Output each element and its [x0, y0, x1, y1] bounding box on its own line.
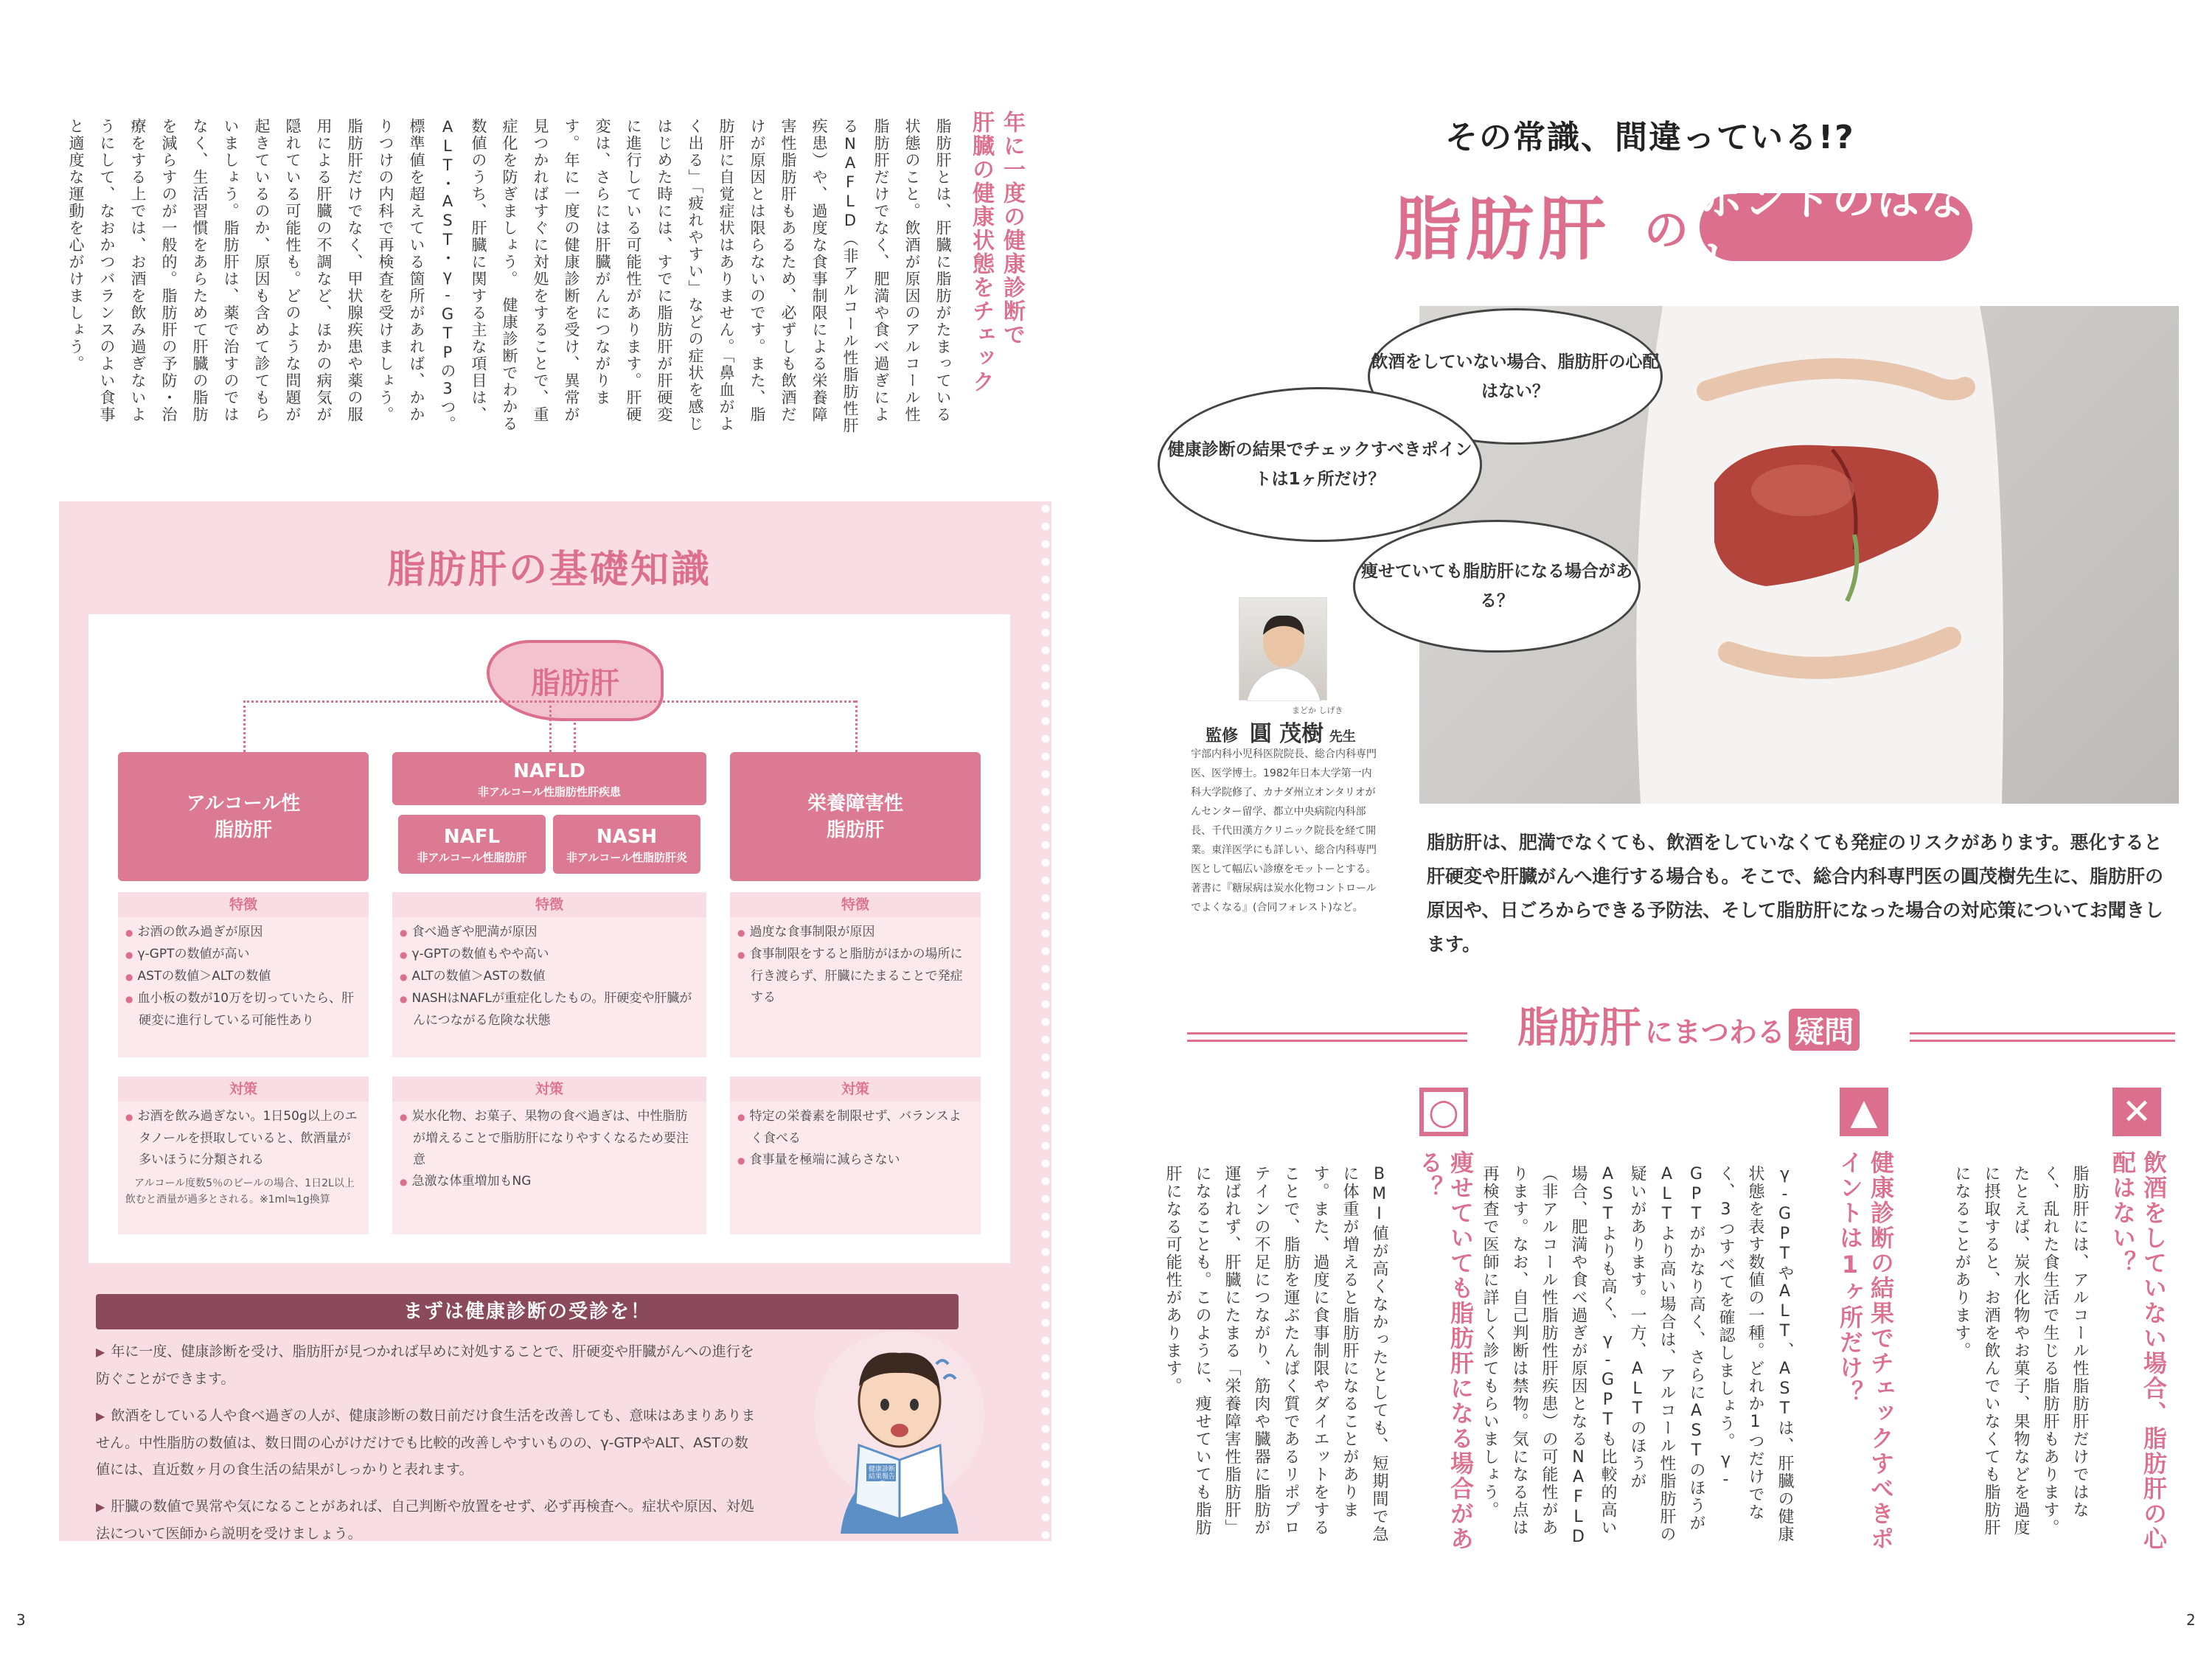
liver-root-node: [487, 640, 664, 721]
feature-label: 特徴: [392, 892, 706, 917]
divider-right: [1910, 1032, 2175, 1034]
speech-bubble-3: [1353, 520, 1641, 653]
knowledge-box-edge: [1040, 501, 1051, 1541]
feature-label: 特徴: [730, 892, 981, 917]
nash-subtitle: 非アルコール性脂肪肝炎: [566, 851, 688, 864]
doctor-photo: [1239, 597, 1327, 700]
questions-title-badge: 疑問: [1789, 1009, 1860, 1051]
supervisor-line: [1206, 715, 1356, 748]
list-item: ● 食事量を極端に減らさない: [737, 1150, 973, 1172]
list-item: 年に一度、健康診断を受け、脂肪肝が見つかれば早めに対処することで、肝硬変や肝臓がんへの進行を防ぐことができます。: [96, 1343, 754, 1387]
list-item: ● γ-GPTの数値が高い: [125, 944, 361, 966]
q3-body: BMI値が高くなかったとしても、短期間で急に体重が増えると脂肪肝になることがあります。また、過度に食事制限やダイエットをすることで、脂肪を運ぶたんぱく質であるリポプロテインの不足につながり、筋肉や臓器に脂肪が運ばれず、肝臓にたまる「栄養障害性脂肪肝」になることも。このように、痩せていても脂肪肝になる可能性があります。: [1164, 1165, 1388, 1543]
feature-label: 特徴: [118, 892, 369, 917]
booklet-label: 健康診断結果報告書: [868, 1466, 895, 1488]
cross-mark-icon: ✕: [2112, 1088, 2161, 1136]
supervisor-name: 圓 茂樹: [1249, 721, 1324, 747]
alcohol-measures: [118, 1077, 369, 1234]
page-number-right: 2: [2186, 1611, 2196, 1629]
nutrition-measures: [730, 1077, 981, 1234]
q2-body: γ-GPTやALT、ASTは、肝臓の健康状態を表す数値の一種。どれか1つだけでなく、3つすべてを確認しましょう。γ-GPTがかなり高く、さらにASTのほうがALTより高い場合は、アルコール性脂肪肝の疑いがあります。一方、ALTのほうがASTよりも高く、γ-GPTも比較的高い場合、肥満や食べ過ぎが原因となるNAFLD（非アルコール性脂肪性肝疾患）の可能性があります。なお、自己判断は禁物。気になる点は再検査で医師に詳しく診てもらいましょう。: [1481, 1165, 1794, 1548]
column-body: 脂肪肝とは、肝臓に脂肪がたまっている状態のこと。飲酒が原因のアルコール性脂肪肝だけでなく、肥満や食べ過ぎによるNAFLD（非アルコール性脂肪性肝疾患）や、過度な食事制限による栄養障害性脂肪肝もあるため、必ずしも飲酒だけが原因とは限らないのです。また、脂肪肝に自覚症状はありません。「鼻血がよく出る」「疲れやすい」などの症状を感じはじめた時には、すでに脂肪肝が肝硬変に進行している可能性があります。肝硬変は、さらには肝臓がんにつながります。年に一度の健康診断を受け、異常が見つかればすぐに対処をすることで、重症化を防ぎましょう。 健康診断でわかる数値のうち、肝臓に関する主な項目は、ALT・AST・γ-GTPの3つ。標準値を超えている箇所があれば、かかりつけの内科で再検査を受けましょう。脂肪肝だけでなく、甲状腺疾患や薬の服用による肝臓の不調など、ほかの病気が隠れている可能性も。どのような問題が起きているのか、原因も含めて診てもらいましょう。脂肪肝は、薬で治すのではなく、生活習慣をあらためて肝臓の脂肪を減らすのが一般的。脂肪肝の予防・治療をする上では、お酒を飲み過ぎないようにして、なおかつバランスのよい食事と適度な運動を心がけましょう。: [67, 118, 952, 434]
knowledge-title: 脂肪肝の基礎知識: [386, 548, 712, 592]
triangle-bullet-icon: ▶: [96, 1500, 105, 1514]
alcohol-title-1: アルコール性: [186, 792, 301, 815]
measure-label: 対策: [730, 1077, 981, 1102]
nafl-box: [398, 815, 546, 874]
nafld-measures: [392, 1077, 706, 1234]
divider-right-2: [1910, 1040, 2175, 1042]
list-item: ● 急激な体重増加もNG: [400, 1171, 699, 1193]
list-item: 肝臓の数値で異常や気になることがあれば、自己判断や放置をせず、必ず再検査へ。症状や原因、対処法について医師から説明を受けましょう。: [96, 1498, 754, 1542]
nafl-title: NAFL: [443, 826, 501, 848]
connector-left: [243, 700, 246, 752]
nutrition-title-1: 栄養障害性: [807, 792, 903, 815]
nafld-title: NAFLD: [513, 760, 585, 782]
circle-mark-icon: ○: [1419, 1088, 1468, 1136]
questions-title-mid: にまつわる: [1644, 1016, 1785, 1048]
list-item: ● ALTの数値＞ASTの数値: [400, 966, 699, 988]
triangle-bullet-icon: ▶: [96, 1409, 105, 1423]
connector-right: [855, 700, 858, 752]
questions-title-main: 脂肪肝: [1517, 1004, 1641, 1052]
column-heading-1: 年に一度の健康診断で: [999, 111, 1025, 347]
connector-center: [549, 700, 552, 752]
example-note: アルコール度数5％のビールの場合、1日2L以上飲むと酒量が過多とされる。※1ml≒1g換算: [125, 1178, 355, 1206]
divider-left-2: [1187, 1040, 1467, 1042]
list-item: 飲酒をしている人や食べ過ぎの人が、健康診断の数日前だけ食生活を改善しても、意味はあまりありません。中性脂肪の数値は、数日間の心がけだけでも比較的改善しやすいものの、γ-GTPやALT、ASTの数値には、直近数ヶ月の食生活の結果がしっかりと表れます。: [96, 1408, 756, 1478]
list-item: ● 過度な食事制限が原因: [737, 922, 973, 944]
liver-root-label: 脂肪肝: [531, 666, 619, 700]
list-item: ● 特定の栄養素を制限せず、バランスよく食べる: [737, 1106, 973, 1150]
supervisor-suffix: 先生: [1329, 729, 1356, 745]
lead-text: 脂肪肝は、肥満でなくても、飲酒をしていなくても発症のリスクがあります。悪化すると肝硬変や肝臓がんへ進行する場合も。そこで、総合内科専門医の圓茂樹先生に、脂肪肝の原因や、日ごろからできる予防法、そして脂肪肝になった場合の対応策についてお聞きします。: [1427, 832, 2164, 955]
checkup-list: [96, 1338, 759, 1547]
measure-label: 対策: [392, 1077, 706, 1102]
list-item: ● 炭水化物、お菓子、果物の食べ過ぎは、中性脂肪が増えることで脂肪肝になりやすくなるため要注意: [400, 1106, 699, 1171]
header-main-title: 脂肪肝: [1394, 190, 1611, 269]
nash-box: [553, 815, 700, 874]
nafld-subtitle: 非アルコール性脂肪性肝疾患: [477, 785, 622, 799]
worried-man-illustration: [789, 1320, 1003, 1534]
measure-label: 対策: [118, 1077, 369, 1102]
triangle-mark-icon: ▲: [1840, 1088, 1888, 1136]
header-honto-label: ホントのはなし: [1700, 175, 1966, 287]
alcohol-features: [118, 892, 369, 1057]
questions-title: [1475, 995, 1902, 1054]
nutrition-title-2: 脂肪肝: [826, 818, 884, 841]
alcohol-title-2: 脂肪肝: [214, 818, 272, 841]
bubble-text: 痩せていても脂肪肝になる場合がある？: [1361, 562, 1632, 611]
column-heading-2: 肝臓の健康状態をチェック: [968, 111, 994, 394]
header-subtitle: その常識、間違っている!?: [1445, 119, 1855, 156]
page-number-left: 3: [16, 1611, 26, 1629]
bubble-text: 健康診断の結果でチェックすべきポイントは1ヶ所だけ？: [1167, 440, 1472, 489]
nafl-subtitle: 非アルコール性脂肪肝: [417, 851, 527, 864]
nafld-features: [392, 892, 706, 1057]
alcohol-fatty-liver-box: [118, 752, 369, 881]
q1-body: 脂肪肝には、アルコール性脂肪肝だけではなく、乱れた食生活で生じる脂肪肝もあります。たとえば、炭水化物やお菓子、果物などを過度に摂取すると、お酒を飲んでいなくても脂肪肝になることがあります。: [1952, 1165, 2089, 1537]
triangle-bullet-icon: ▶: [96, 1345, 105, 1359]
header-honto-badge: [1700, 175, 1972, 287]
supervisor-profile: 宇部内科小児科医院院長、総合内科専門医、医学博士。1982年日本大学第一内科大学院修了、カナダ州立オンタリオがんセンター留学、都立中央病院内科部長、千代田漢方クリニック院長を経て開業。東洋医学にも詳しい、総合内科専門医として幅広い診療をモットーとする。著書に『糖尿病は炭水化物コントロールでよくなる』(合同フォレスト)など。: [1191, 748, 1377, 914]
q2-heading: 健康診断の結果でチェックすべきポイントは1ヶ所だけ？: [1836, 1150, 1895, 1551]
nafld-box: [392, 752, 706, 805]
q3-heading: 痩せていても脂肪肝になる場合がある？: [1416, 1150, 1475, 1551]
checkup-title-bar: まずは健康診断の受診を！: [96, 1294, 959, 1329]
list-item: ● 血小板の数が10万を切っていたら、肝硬変に進行している可能性あり: [125, 988, 361, 1032]
list-item: ● 食べ過ぎや肥満が原因: [400, 922, 699, 944]
header-particle: の: [1644, 205, 1688, 257]
speech-bubble-2: [1158, 387, 1482, 542]
nutrition-features: [730, 892, 981, 1057]
list-item: ● お酒の飲み過ぎが原因: [125, 922, 361, 944]
list-item: ● ASTの数値＞ALTの数値: [125, 966, 361, 988]
supervisor-label: 監修: [1206, 727, 1239, 745]
list-item: ● 食事制限をすると脂肪がほかの場所に行き渡らず、肝臓にたまることで発症する: [737, 944, 973, 1009]
list-item: ● NASHはNAFLが重症化したもの。肝硬変や肝臓がんにつながる危険な状態: [400, 988, 699, 1032]
divider-left: [1187, 1032, 1467, 1034]
nutrition-fatty-liver-box: [730, 752, 981, 881]
q1-heading: 飲酒をしていない場合、脂肪肝の心配はない？: [2109, 1150, 2168, 1551]
list-item: ● γ-GPTの数値もやや高い: [400, 944, 699, 966]
bubble-text: 飲酒をしていない場合、脂肪肝の心配はない？: [1371, 352, 1660, 401]
nash-title: NASH: [596, 826, 658, 848]
supervisor-ruby: まどか しげき: [1292, 706, 1343, 715]
connector-root: [574, 723, 576, 752]
list-item: ● お酒を飲み過ぎない。1日50g以上のエタノールを摂取していると、飲酒量が多いほうに分類される: [125, 1106, 361, 1171]
